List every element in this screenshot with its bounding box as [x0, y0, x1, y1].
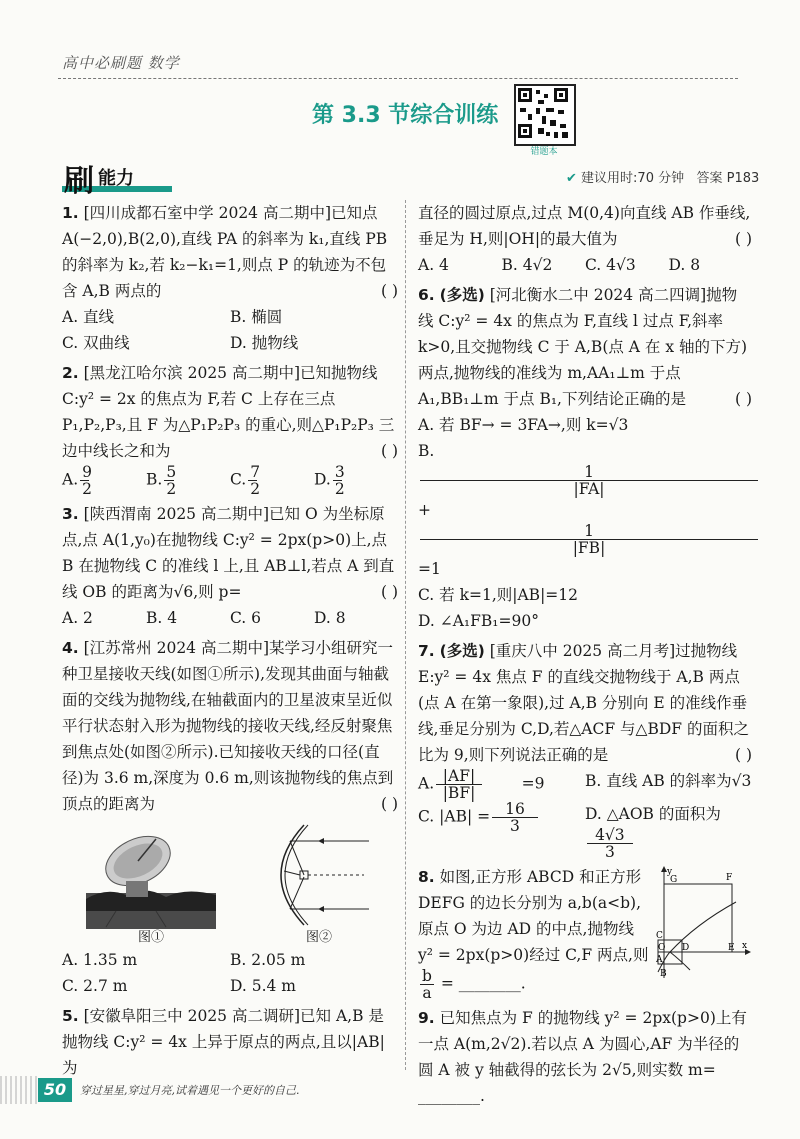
- option-c[interactable]: [230, 464, 314, 497]
- option-b[interactable]: B. 4: [146, 609, 178, 627]
- option-label: C.: [230, 470, 247, 489]
- option-a[interactable]: A. 2: [62, 609, 93, 627]
- options: [62, 464, 398, 497]
- denominator: 2: [166, 480, 177, 498]
- option-c[interactable]: C. 若 k=1,则|AB|=12: [418, 586, 578, 604]
- option-b[interactable]: B. 4√2: [501, 256, 553, 274]
- plus-sign: +: [418, 501, 431, 519]
- option-label: A.: [418, 774, 435, 793]
- option-c[interactable]: C. 6: [230, 609, 262, 627]
- question-7: [418, 638, 752, 860]
- question-text: [四川成都石室中学 2024 高二期中]已知点 A(−2,0),B(2,0),直线 PA 的斜率为 k₁,直线 PB 的斜率为 k₂,若 k₂−k₁=1,则点 P 的轨迹为不包含 A,B 两点的: [62, 204, 388, 300]
- qr-label: 错题本: [530, 147, 558, 157]
- question-5-continued: [418, 200, 752, 278]
- numerator: 3: [334, 463, 345, 481]
- option-a[interactable]: [62, 464, 146, 497]
- denominator: |FA|: [573, 480, 605, 498]
- question-number: 7.: [418, 642, 435, 660]
- denominator: a: [422, 984, 432, 1002]
- badge-char: 刷: [64, 164, 94, 199]
- options: [62, 304, 398, 356]
- question-4: [62, 635, 398, 999]
- answer-paren: ( ): [380, 583, 398, 601]
- question-text: [安徽阜阳三中 2025 高二调研]已知 A,B 是抛物线 C:y² = 4x 上异于原点的两点,且以|AB|为: [62, 1007, 385, 1077]
- fraction: [333, 464, 354, 497]
- figure-caption: 图②: [305, 930, 332, 945]
- label-B: B: [660, 969, 667, 979]
- squares-parabola-figure: [656, 864, 752, 982]
- denominator: 2: [250, 480, 261, 498]
- fraction: [420, 523, 754, 556]
- question-number: 1.: [62, 204, 79, 222]
- option-tail: =1: [418, 560, 441, 578]
- question-text: 如图,正方形 ABCD 和正方形 DEFG 的边长分别为 a,b(a<b),原点 O 为边 AD 的中点,抛物线 y² = 2px(p>0)经过 C,F 两点,则: [418, 868, 649, 964]
- label-x: x: [742, 941, 748, 951]
- column-divider: [405, 200, 406, 1070]
- header-divider: [58, 78, 738, 79]
- option-d[interactable]: D. ∠A₁FB₁=90°: [418, 612, 539, 630]
- fraction: [420, 464, 754, 497]
- question-text: [重庆八中 2025 高二月考]过抛物线 E:y² = 4x 焦点 F 的直线交抛物线于 A,B 两点(点 A 在第一象限),过 A,B 分别向 E 的准线作垂线,垂足分别为 C,D,若△ACF 与△BDF 的面积之比为 9,则下列说法正确的是: [418, 642, 749, 764]
- option-label: B.: [146, 470, 163, 489]
- option-d[interactable]: D. 5.4 m: [230, 977, 297, 995]
- question-6: [418, 282, 752, 634]
- label-D: D: [682, 943, 690, 953]
- option-d[interactable]: D. 8: [668, 256, 701, 274]
- figure-1: [86, 821, 216, 947]
- fraction: [436, 768, 520, 801]
- question-5-start: [62, 1003, 398, 1081]
- answer-paren: ( ): [380, 282, 398, 300]
- question-text: [陕西渭南 2025 高二期中]已知 O 为坐标原点,点 A(1,y₀)在抛物线 C:y² = 2px(p>0)上,点 B 在抛物线 C 的准线 l 上,且 AB⊥l,若点 A 到直线 OB 的距离为√6,则 p=: [62, 505, 395, 601]
- numerator: b: [422, 967, 432, 985]
- answer-blank[interactable]: = ________.: [440, 974, 526, 993]
- fraction: [420, 968, 434, 1001]
- question-text: 直径的圆过原点,过点 M(0,4)向直线 AB 作垂线,垂足为 H,则|OH|的最大值为: [418, 204, 751, 248]
- figure-caption: 图①: [137, 930, 164, 945]
- answer-hint: 答案 P183: [696, 171, 760, 186]
- numerator: 1: [420, 464, 758, 481]
- denominator: |FB|: [572, 539, 606, 557]
- fraction: [80, 464, 101, 497]
- option-b[interactable]: B. 椭圆: [230, 308, 283, 326]
- option-label: A.: [62, 470, 79, 489]
- question-text: [江苏常州 2024 高二期中]某学习小组研究一种卫星接收天线(如图①所示),发现其曲面与轴截面的交线为抛物线,在轴截面内的卫星波束呈近似平行状态射入形为抛物线的接收天线,经反射聚焦到焦点处(如图②所示).已知接收天线的口径(直径)为 3.6 m,深度为 0.6 m,则该抛物线的焦点到顶点的距离为: [62, 639, 394, 813]
- question-text: [河北衡水二中 2024 高二四调]抛物线 C:y² = 4x 的焦点为 F,直线 l 过点 F,斜率 k>0,且交抛物线 C 于 A,B(点 A 在 x 轴的下方)两点,抛物线的准线为 m,AA₁⊥m 于点 A₁,BB₁⊥m 于点 B₁,下列结论正确的是: [418, 286, 748, 408]
- qr-code-icon[interactable]: [514, 84, 576, 146]
- option-a[interactable]: A. 直线: [62, 308, 115, 326]
- option-d[interactable]: D. 抛物线: [230, 334, 299, 352]
- question-number: 5.: [62, 1007, 79, 1025]
- footer-motto: 穿过星星,穿过月亮,试着遇见一个更好的自己.: [80, 1084, 300, 1097]
- option-a[interactable]: A. 1.35 m: [62, 951, 138, 969]
- option-b[interactable]: [146, 464, 230, 497]
- multi-select-tag: (多选): [439, 286, 485, 304]
- label-A: A: [656, 955, 663, 965]
- brand-header: 高中必刷题 数学: [62, 54, 180, 72]
- option-tail: =9: [521, 774, 545, 793]
- option-b[interactable]: B. 直线 AB 的斜率为√3: [585, 772, 752, 790]
- label-G: G: [670, 875, 678, 885]
- question-9: [418, 1005, 752, 1109]
- footer-pattern: [0, 1076, 38, 1104]
- label-C: C: [656, 931, 663, 941]
- denominator: 2: [82, 480, 92, 498]
- answer-paren: ( ): [380, 795, 398, 813]
- numerator: |AF|: [436, 768, 482, 785]
- label-O: O: [658, 943, 666, 953]
- parabola-reflection-diagram: [264, 821, 374, 929]
- numerator: 7: [250, 463, 261, 481]
- question-3: [62, 501, 398, 631]
- numerator: 5: [166, 463, 177, 481]
- left-column: [62, 200, 398, 1085]
- check-icon: ✔: [566, 171, 577, 186]
- question-number: 6.: [418, 286, 435, 304]
- section-title: 第 3.3 节综合训练: [312, 103, 499, 128]
- label-y: y: [667, 867, 673, 877]
- question-text: [黑龙江哈尔滨 2025 高二期中]已知抛物线 C:y² = 2x 的焦点为 F,若 C 上存在三点 P₁,P₂,P₃,且 F 为△P₁P₂P₃ 的重心,则△P₁P₂P₃ 三边中线长之和为: [62, 364, 395, 460]
- answer-paren: ( ): [734, 230, 752, 248]
- question-number: 9.: [418, 1009, 435, 1027]
- time-hint-text: 建议用时:70 分钟: [581, 171, 685, 186]
- denominator: 3: [510, 817, 520, 835]
- answer-paren: ( ): [734, 390, 752, 408]
- right-column: [418, 200, 752, 1113]
- question-number: 3.: [62, 505, 79, 523]
- options: [62, 605, 398, 631]
- question-2: [62, 360, 398, 497]
- option-d[interactable]: [585, 801, 752, 860]
- option-b[interactable]: [418, 438, 752, 582]
- option-label: D. △AOB 的面积为: [585, 805, 721, 823]
- time-hint: [566, 167, 759, 186]
- label-E: E: [728, 943, 735, 953]
- option-label: D.: [314, 470, 331, 489]
- figure-row: [62, 821, 398, 947]
- option-c[interactable]: C. 2.7 m: [62, 977, 128, 995]
- fraction: [587, 827, 671, 860]
- question-8: [418, 864, 752, 1001]
- question-1: [62, 200, 398, 356]
- numerator: 9: [82, 463, 92, 481]
- satellite-dish-photo: [86, 821, 216, 929]
- denominator: 3: [604, 843, 615, 861]
- options: [418, 412, 752, 634]
- question-number: 2.: [62, 364, 79, 382]
- option-c[interactable]: C. 4√3: [585, 256, 636, 274]
- option-d[interactable]: [314, 464, 398, 497]
- numerator: 4√3: [587, 827, 633, 844]
- label-F: F: [726, 873, 733, 883]
- answer-paren: ( ): [380, 442, 398, 460]
- numerator: 1: [420, 523, 758, 540]
- badge-text: 能力: [98, 168, 134, 189]
- multi-select-tag: (多选): [439, 642, 485, 660]
- option-a[interactable]: A. 若 BF→ = 3FA→,则 k=√3: [418, 416, 629, 434]
- question-number: 8.: [418, 868, 435, 886]
- option-c[interactable]: [418, 801, 585, 860]
- question-text: 已知焦点为 F 的抛物线 y² = 2px(p>0)上有一点 A(m,2√2).若以点 A 为圆心,AF 为半径的圆 A 被 y 轴截得的弦长为 2√5,则实数 m=: [418, 1009, 747, 1079]
- denominator: |BF|: [442, 784, 476, 802]
- answer-blank[interactable]: ________.: [418, 1087, 485, 1105]
- denominator: 2: [334, 480, 345, 498]
- option-a[interactable]: A. 4: [418, 256, 449, 274]
- option-a[interactable]: [418, 768, 585, 801]
- options: [62, 947, 398, 999]
- numerator: 16: [492, 801, 538, 818]
- page-number: 50: [38, 1078, 72, 1102]
- options: [418, 252, 752, 278]
- option-b[interactable]: B. 2.05 m: [230, 951, 306, 969]
- figure-2: [264, 821, 374, 947]
- question-number: 4.: [62, 639, 79, 657]
- answer-paren: ( ): [734, 746, 752, 764]
- option-d[interactable]: D. 8: [314, 609, 346, 627]
- option-c[interactable]: C. 双曲线: [62, 334, 130, 352]
- option-label: B.: [418, 442, 435, 460]
- fraction: [164, 464, 185, 497]
- option-label: C. |AB| =: [418, 807, 491, 826]
- fraction: [492, 801, 576, 834]
- fraction: [248, 464, 269, 497]
- options: [418, 768, 752, 860]
